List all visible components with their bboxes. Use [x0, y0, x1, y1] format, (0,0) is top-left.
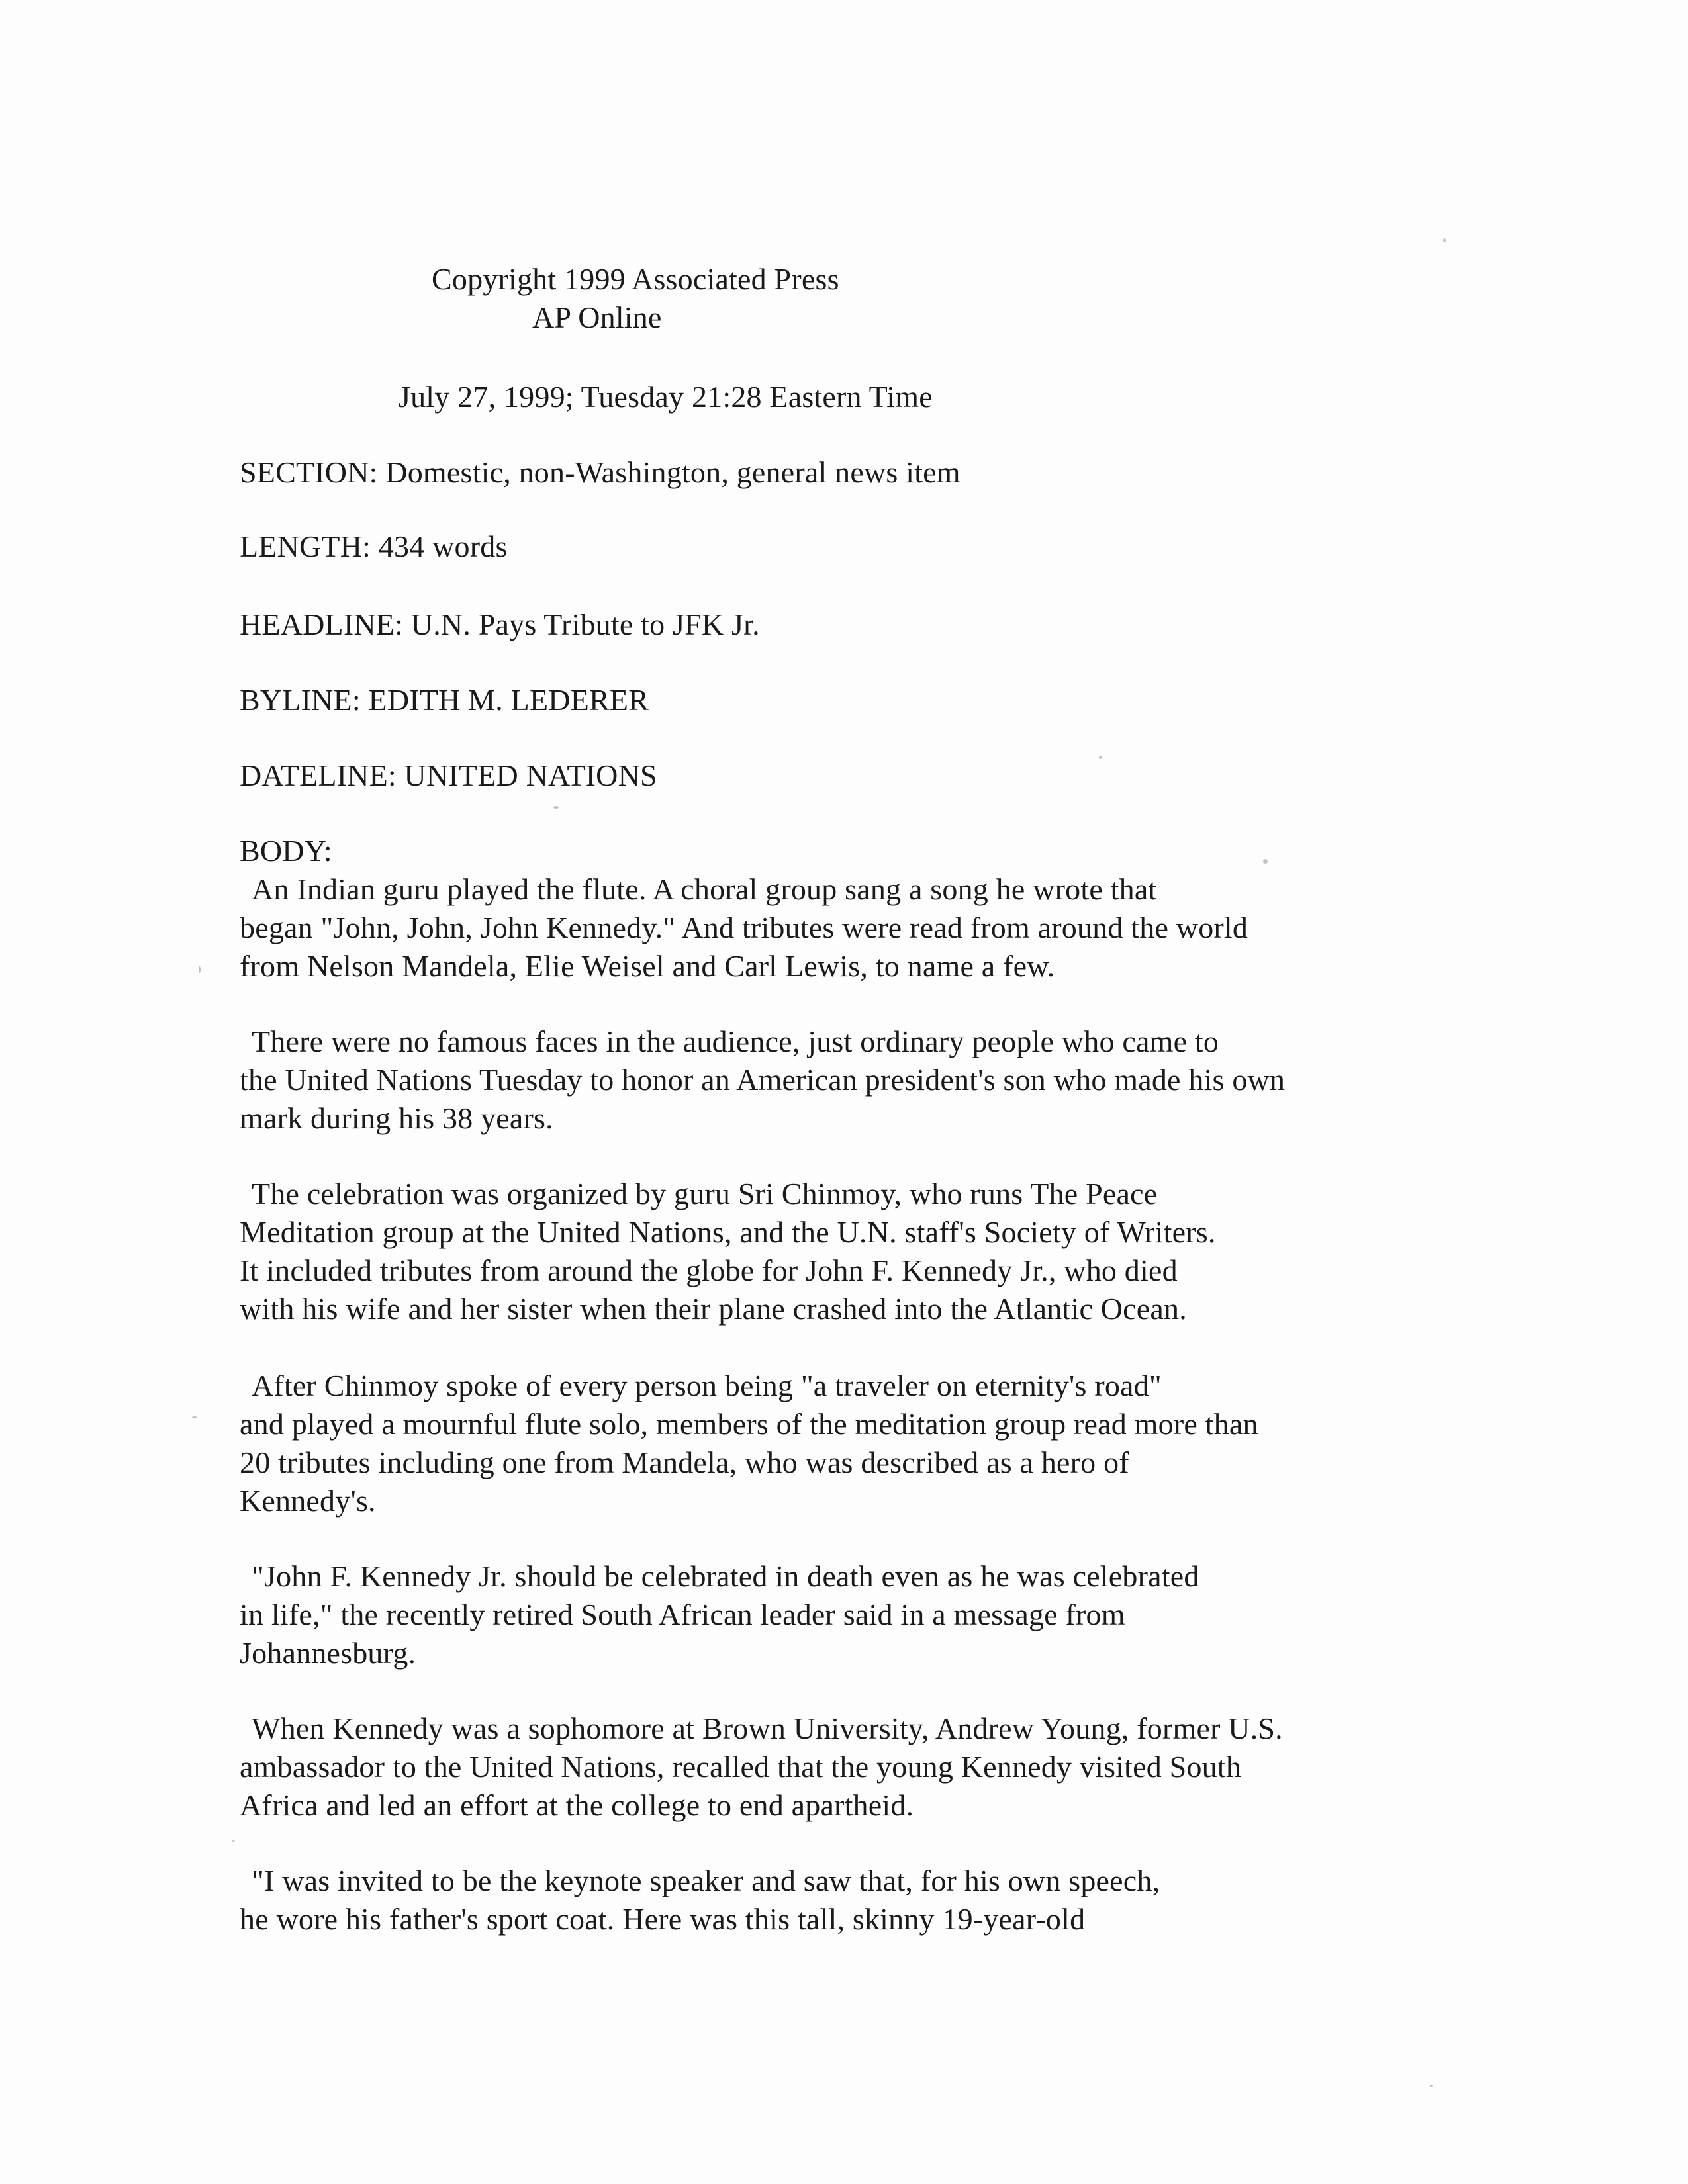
body-line: mark during his 38 years.: [240, 1101, 553, 1135]
body-line: in life," the recently retired South African leader said in a message from: [240, 1598, 1125, 1631]
body-line: he wore his father's sport coat. Here was this tall, skinny 19-year-old: [240, 1902, 1086, 1936]
body-line: There were no famous faces in the audience, just ordinary people who came to: [252, 1024, 1219, 1058]
body-line: Johannesburg.: [240, 1636, 416, 1670]
body-line: Africa and led an effort at the college to end apartheid.: [240, 1788, 914, 1822]
body-line: with his wife and her sister when their plane crashed into the Atlantic Ocean.: [240, 1292, 1187, 1326]
body-line: An Indian guru played the flute. A choral group sang a song he wrote that: [252, 872, 1157, 906]
copyright-line: Copyright 1999 Associated Press: [432, 262, 839, 296]
body-line: 20 tributes including one from Mandela, who was described as a hero of: [240, 1445, 1129, 1479]
body-line: After Chinmoy spoke of every person being "a traveler on eternity's road": [252, 1369, 1162, 1402]
body-line: the United Nations Tuesday to honor an American president's son who made his own: [240, 1063, 1286, 1097]
body-line: When Kennedy was a sophomore at Brown University, Andrew Young, former U.S.: [252, 1711, 1283, 1745]
source-line: AP Online: [532, 300, 662, 334]
body-line: began "John, John, John Kennedy." And tributes were read from around the world: [240, 911, 1248, 944]
scan-speck: [192, 1416, 197, 1418]
headline-field: HEADLINE: U.N. Pays Tribute to JFK Jr.: [240, 608, 760, 641]
date-line: July 27, 1999; Tuesday 21:28 Eastern Time: [399, 380, 933, 414]
body-line: from Nelson Mandela, Elie Weisel and Carl Lewis, to name a few.: [240, 949, 1055, 983]
section-field: SECTION: Domestic, non-Washington, general news item: [240, 455, 961, 489]
body-line: "John F. Kennedy Jr. should be celebrated in death even as he was celebrated: [252, 1559, 1199, 1593]
dateline-field: DATELINE: UNITED NATIONS: [240, 758, 657, 792]
body-line: "I was invited to be the keynote speaker and saw that, for his own speech,: [252, 1864, 1160, 1897]
body-line: It included tributes from around the globe for John F. Kennedy Jr., who died: [240, 1253, 1178, 1287]
byline-field: BYLINE: EDITH M. LEDERER: [240, 683, 649, 717]
body-line: Meditation group at the United Nations, and the U.N. staff's Society of Writers.: [240, 1215, 1216, 1249]
scan-speck: [1263, 859, 1268, 864]
body-line: The celebration was organized by guru Sri Chinmoy, who runs The Peace: [252, 1177, 1158, 1210]
body-line: Kennedy's.: [240, 1484, 376, 1518]
body-label: BODY:: [240, 834, 332, 868]
scan-speck: [199, 966, 201, 973]
scan-speck: [553, 806, 559, 809]
body-line: ambassador to the United Nations, recalled that the young Kennedy visited South: [240, 1750, 1242, 1784]
scan-speck: [232, 1840, 235, 1842]
scan-speck: [1443, 238, 1446, 242]
length-field: LENGTH: 434 words: [240, 529, 508, 563]
scan-speck: [1430, 2085, 1433, 2087]
scan-speck: [1099, 756, 1102, 759]
body-line: and played a mournful flute solo, members of the meditation group read more than: [240, 1407, 1258, 1441]
